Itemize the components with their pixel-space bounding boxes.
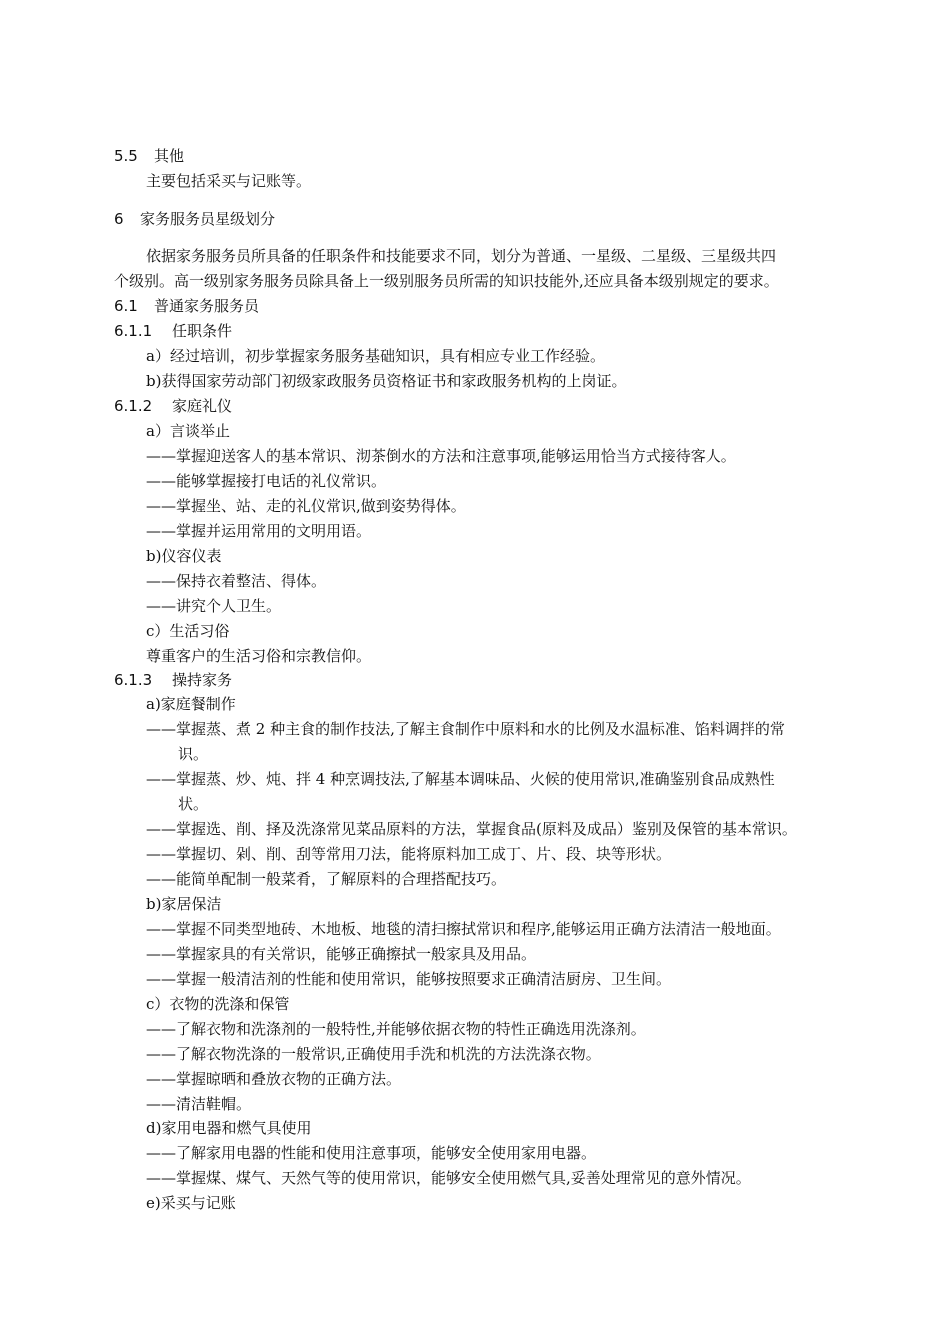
list-item: ——了解家用电器的性能和使用注意事项，能够安全使用家用电器。 bbox=[146, 1144, 597, 1162]
list-item: a）经过培训，初步掌握家务服务基础知识，具有相应专业工作经验。 bbox=[146, 347, 605, 365]
section-number: 6.1.3 bbox=[114, 671, 153, 689]
list-item: ——掌握家具的有关常识，能够正确擦拭一般家具及用品。 bbox=[146, 945, 537, 963]
section-heading-6-1-3 bbox=[114, 669, 232, 691]
section-title: 操持家务 bbox=[172, 671, 233, 689]
list-item: ——掌握蒸、炒、炖、拌 4 种烹调技法,了解基本调味品、火候的使用常识,准确鉴别食品成熟性 bbox=[146, 770, 775, 788]
section-heading-6 bbox=[114, 208, 275, 230]
section-title: 任职条件 bbox=[172, 322, 233, 340]
list-item: ——掌握坐、站、走的礼仪常识,做到姿势得体。 bbox=[146, 497, 466, 515]
section-heading-5-5 bbox=[114, 145, 184, 167]
list-item: ——讲究个人卫生。 bbox=[146, 597, 282, 615]
section-title: 普通家务服务员 bbox=[154, 297, 260, 315]
list-item-continuation: 识。 bbox=[178, 745, 209, 763]
list-item: e)采买与记账 bbox=[146, 1194, 236, 1212]
section-title: 其他 bbox=[154, 147, 185, 165]
list-item: 尊重客户的生活习俗和宗教信仰。 bbox=[146, 647, 372, 665]
list-item: b)获得国家劳动部门初级家政服务员资格证书和家政服务机构的上岗证。 bbox=[146, 372, 627, 390]
list-item: a）言谈举止 bbox=[146, 422, 230, 440]
list-item: ——掌握不同类型地砖、木地板、地毯的清扫擦拭常识和程序,能够运用正确方法清洁一般地面。 bbox=[146, 920, 781, 938]
list-item-continuation: 状。 bbox=[178, 795, 209, 813]
list-item: c）衣物的洗涤和保管 bbox=[146, 995, 290, 1013]
list-item: c）生活习俗 bbox=[146, 622, 230, 640]
list-item: ——清洁鞋帽。 bbox=[146, 1095, 252, 1113]
list-item: a)家庭餐制作 bbox=[146, 695, 236, 713]
list-item: ——掌握蒸、煮 2 种主食的制作技法,了解主食制作中原料和水的比例及水温标准、馅料调拌的常 bbox=[146, 720, 785, 738]
list-item: b)家居保洁 bbox=[146, 895, 222, 913]
section-number: 6 bbox=[114, 210, 124, 228]
section-number: 6.1 bbox=[114, 297, 138, 315]
section-heading-6-1-1 bbox=[114, 320, 232, 342]
list-item: ——掌握晾晒和叠放衣物的正确方法。 bbox=[146, 1070, 402, 1088]
list-item: ——能够掌握接打电话的礼仪常识。 bbox=[146, 472, 387, 490]
section-title: 家庭礼仪 bbox=[172, 397, 233, 415]
list-item: ——掌握切、剁、削、刮等常用刀法，能将原料加工成丁、片、段、块等形状。 bbox=[146, 845, 672, 863]
list-item: ——了解衣物洗涤的一般常识,正确使用手洗和机洗的方法洗涤衣物。 bbox=[146, 1045, 601, 1063]
list-item: ——了解衣物和洗涤剂的一般特性,并能够依据衣物的特性正确选用洗涤剂。 bbox=[146, 1020, 646, 1038]
list-item: b)仪容仪表 bbox=[146, 547, 222, 565]
list-item: ——掌握迎送客人的基本常识、沏茶倒水的方法和注意事项,能够运用恰当方式接待客人。 bbox=[146, 447, 736, 465]
list-item: ——掌握一般清洁剂的性能和使用常识，能够按照要求正确清洁厨房、卫生间。 bbox=[146, 970, 672, 988]
list-item: ——掌握并运用常用的文明用语。 bbox=[146, 522, 372, 540]
paragraph-line: 依据家务服务员所具备的任职条件和技能要求不同，划分为普通、一星级、二星级、三星级共四 bbox=[146, 247, 777, 265]
list-item: ——掌握选、削、择及洗涤常见菜品原料的方法，掌握食品(原料及成品）鉴别及保管的基本常识。 bbox=[146, 820, 797, 838]
list-item: d)家用电器和燃气具使用 bbox=[146, 1119, 312, 1137]
list-item: ——能简单配制一般菜肴，了解原料的合理搭配技巧。 bbox=[146, 870, 507, 888]
list-item: ——保持衣着整洁、得体。 bbox=[146, 572, 327, 590]
paragraph: 主要包括采买与记账等。 bbox=[146, 172, 312, 190]
section-number: 5.5 bbox=[114, 147, 138, 165]
section-number: 6.1.2 bbox=[114, 397, 153, 415]
section-title: 家务服务员星级划分 bbox=[140, 210, 276, 228]
list-item: ——掌握煤、煤气、天然气等的使用常识，能够安全使用燃气具,妥善处理常见的意外情况。 bbox=[146, 1169, 751, 1187]
paragraph-line: 个级别。高一级别家务服务员除具备上一级别服务员所需的知识技能外,还应具备本级别规定的要求。 bbox=[114, 272, 779, 290]
section-number: 6.1.1 bbox=[114, 322, 153, 340]
section-heading-6-1-2 bbox=[114, 395, 232, 417]
section-heading-6-1 bbox=[114, 295, 259, 317]
